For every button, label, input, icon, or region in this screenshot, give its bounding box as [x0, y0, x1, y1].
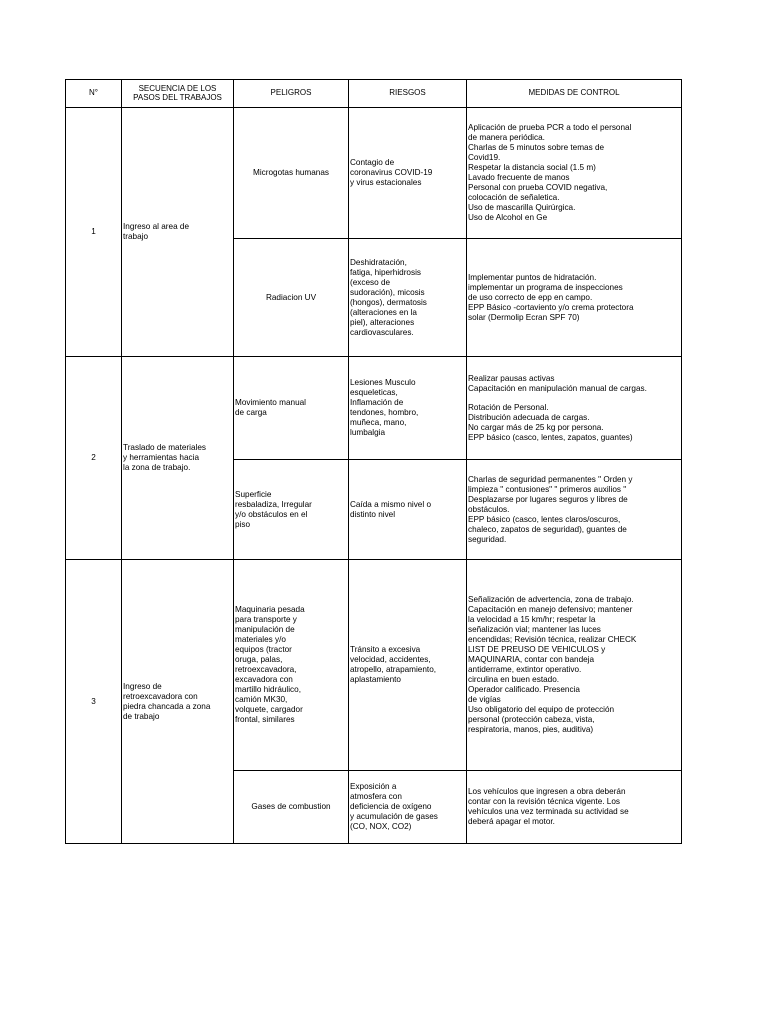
text-line: RIESGOS — [389, 88, 426, 98]
text-line: la zona de trabajo. — [123, 463, 191, 472]
text-line: equipos (tractor — [235, 645, 292, 654]
header-row — [66, 80, 682, 108]
text-line: Distribución adecuada de cargas. — [468, 412, 590, 422]
hazard-cell — [234, 460, 349, 560]
text-line: Lavado frecuente de manos — [468, 173, 570, 182]
text-line: (CO, NOX, CO2) — [350, 822, 412, 831]
header-risks — [349, 80, 467, 108]
text-line: Uso de Alcohol en Ge — [468, 213, 548, 222]
text-line: martillo hidráulico, — [235, 685, 301, 694]
text-line: Ingreso al area de — [123, 222, 189, 231]
table-row — [66, 108, 682, 239]
text-line: chaleco, zapatos de seguridad), guantes de — [468, 524, 627, 534]
hazard-cell — [234, 357, 349, 460]
text-line: Los vehículos que ingresen a obra deberán — [468, 787, 626, 796]
text-line: personal (protección cabeza, vista, — [468, 715, 595, 724]
text-line: Charlas de 5 minutos sobre temas de — [468, 143, 605, 152]
text-line: solar (Dermolip Ecran SPF 70) — [468, 312, 580, 322]
text-line: la velocidad a 15 km/hr; respetar la — [468, 615, 596, 624]
text-line: vehículos una vez terminada su actividad se — [468, 807, 629, 816]
risk-cell — [349, 108, 467, 239]
hazard-cell — [234, 108, 349, 239]
risk-cell — [349, 357, 467, 460]
text-line: Uso obligatorio del equipo de protección — [468, 705, 615, 714]
header-hazards — [234, 80, 349, 108]
text-line: Traslado de materiales — [123, 443, 206, 452]
text-line: de carga — [235, 408, 267, 417]
step-sequence — [122, 108, 234, 357]
text-line: deberá apagar el motor. — [468, 817, 555, 826]
text-line: y acumulación de gases — [350, 812, 438, 821]
text-line: Superficie — [235, 489, 272, 499]
text-line: camión MK30, — [235, 695, 288, 704]
text-line: Respetar la distancia social (1.5 m) — [468, 163, 596, 172]
text-line: Capacitación en manejo defensivo; mantener — [468, 605, 633, 614]
text-line: Maquinaria pesada — [235, 605, 305, 614]
text-line: sudoración), micosis — [350, 287, 425, 297]
text-line: implementar un programa de inspecciones — [468, 282, 623, 292]
text-line: circulina en buen estado. — [468, 675, 560, 684]
text-line: Radiacion UV — [265, 292, 317, 302]
text-line: Ingreso de — [123, 681, 162, 691]
text-line: Capacitación en manipulación manual de cargas. — [468, 383, 647, 393]
risk-cell — [349, 560, 467, 771]
text-line: (exceso de — [350, 277, 391, 287]
text-line: Caída a mismo nivel o — [350, 499, 431, 509]
text-line: y virus estacionales — [350, 178, 422, 187]
text-line: (alteraciones en la — [350, 307, 417, 317]
text-line: retroexcavadora, — [235, 665, 297, 674]
header-sequence — [122, 80, 234, 108]
text-line: colocación de señaletica. — [468, 193, 560, 202]
text-line: Tránsito a excesiva — [350, 645, 421, 654]
step-number: 3 — [66, 560, 122, 844]
text-line: volquete, cargador — [235, 705, 303, 714]
hazard-cell — [234, 239, 349, 357]
text-line: Gases de combustion — [251, 802, 331, 811]
text-line: frontal, similares — [235, 715, 295, 724]
control-measures-cell — [467, 460, 682, 560]
text-line: N° — [89, 88, 98, 98]
control-measures-cell — [467, 771, 682, 844]
table-row — [66, 357, 682, 460]
text-line: de uso correcto de epp en campo. — [468, 292, 593, 302]
text-line: fatiga, hiperhidrosis — [350, 267, 421, 277]
text-line: de trabajo — [123, 711, 160, 721]
text-line: de vigías — [468, 695, 501, 704]
text-line: LIST DE PREUSO DE VEHICULOS y — [468, 645, 606, 654]
text-line: Señalización de advertencia, zona de trabajo. — [468, 595, 634, 604]
blank-line — [468, 394, 680, 403]
text-line: trabajo — [123, 232, 149, 241]
text-line: deficiencia de oxígeno — [350, 802, 432, 811]
text-line: Operador calificado. Presencia — [468, 685, 580, 694]
text-line: Covid19. — [468, 153, 501, 162]
text-line: Uso de mascarilla Quirúrgica. — [468, 203, 576, 212]
text-line: seguridad. — [468, 534, 507, 544]
text-line: respiratoria, manos, pies, auditiva) — [468, 725, 594, 734]
text-line: Implementar puntos de hidratación. — [468, 272, 597, 282]
text-line: antiderrame, extintor operativo. — [468, 665, 582, 674]
text-line: Microgotas humanas — [253, 168, 329, 177]
text-line: lumbalgia — [350, 428, 386, 437]
text-line: excavadora con — [235, 675, 293, 684]
text-line: MAQUINARIA, contar con bandeja — [468, 655, 595, 664]
text-line: limpieza " contusiones" " primeros auxilios " — [468, 484, 627, 494]
text-line: aplastamiento — [350, 675, 401, 684]
text-line: piso — [235, 519, 251, 529]
risk-cell — [349, 771, 467, 844]
text-line: cardiovasculares. — [350, 327, 414, 337]
text-line: retroexcavadora con — [123, 691, 198, 701]
text-line: MEDIDAS DE CONTROL — [528, 88, 620, 98]
header-number — [66, 80, 122, 108]
text-line: oruga, palas, — [235, 655, 283, 664]
text-line: EPP básico (casco, lentes, zapatos, guantes) — [468, 432, 633, 442]
text-line: encendidas; Revisión técnica, realizar CHECK — [468, 635, 637, 644]
step-number: 2 — [66, 357, 122, 560]
table-row — [66, 560, 682, 771]
text-line: EPP Básico -cortaviento y/o crema protectora — [468, 302, 634, 312]
text-line: atmosfera con — [350, 792, 402, 801]
text-line: Exposición a — [350, 782, 397, 791]
text-line: Inflamación de — [350, 398, 404, 407]
header-control-measures — [467, 80, 682, 108]
text-line: PASOS DEL TRABAJOS — [133, 92, 222, 102]
text-line: atropello, atrapamiento, — [350, 665, 437, 674]
text-line: Charlas de seguridad permanentes " Orden y — [468, 474, 633, 484]
text-line: distinto nivel — [350, 509, 396, 519]
text-line: PELIGROS — [270, 88, 312, 98]
text-line: piel), alteraciones — [350, 317, 415, 327]
text-line: esqueleticas, — [350, 388, 398, 397]
text-line: manipulación de — [235, 625, 295, 634]
text-line: No cargar más de 25 kg por persona. — [468, 422, 604, 432]
text-line: piedra chancada a zona — [123, 701, 211, 711]
text-line: Rotación de Personal. — [468, 402, 549, 412]
text-line: resbaladiza, Irregular — [235, 499, 312, 509]
text-line: Aplicación de prueba PCR a todo el personal — [468, 123, 632, 132]
text-line: muñeca, mano, — [350, 418, 407, 427]
text-line: materiales y/o — [235, 635, 286, 644]
text-line: Deshidratación, — [350, 257, 407, 267]
hazard-cell — [234, 560, 349, 771]
step-sequence — [122, 357, 234, 560]
text-line: y/o obstáculos en el — [235, 509, 308, 519]
text-line: para transporte y — [235, 615, 297, 624]
control-measures-cell — [467, 560, 682, 771]
hazard-cell — [234, 771, 349, 844]
text-line: contar con la revisión técnica vigente. Los — [468, 797, 621, 806]
text-line: obstáculos. — [468, 504, 510, 514]
text-line: de manera periódica. — [468, 133, 545, 142]
text-line: tendones, hombro, — [350, 408, 419, 417]
text-line: Personal con prueba COVID negativa, — [468, 183, 608, 192]
text-line: EPP básico (casco, lentes claros/oscuros, — [468, 514, 621, 524]
safety-matrix-table — [65, 79, 682, 844]
text-line: Contagio de — [350, 158, 395, 167]
text-line: señalización vial; mantener las luces — [468, 625, 601, 634]
step-number: 1 — [66, 108, 122, 357]
text-line: Realizar pausas activas — [468, 373, 555, 383]
text-line: (hongos), dermatosis — [350, 297, 427, 307]
text-line: SECUENCIA DE LOS — [138, 83, 217, 93]
text-line: Movimiento manual — [235, 398, 306, 407]
control-measures-cell — [467, 357, 682, 460]
text-line: Desplazarse por lugares seguros y libres de — [468, 494, 628, 504]
control-measures-cell — [467, 239, 682, 357]
risk-cell — [349, 460, 467, 560]
text-line: Lesiones Musculo — [350, 378, 416, 387]
text-line: y herramientas hacia — [123, 453, 199, 462]
step-sequence — [122, 560, 234, 844]
text-line: velocidad, accidentes, — [350, 655, 431, 664]
control-measures-cell — [467, 108, 682, 239]
risk-cell — [349, 239, 467, 357]
text-line: coronavirus COVID-19 — [350, 168, 433, 177]
